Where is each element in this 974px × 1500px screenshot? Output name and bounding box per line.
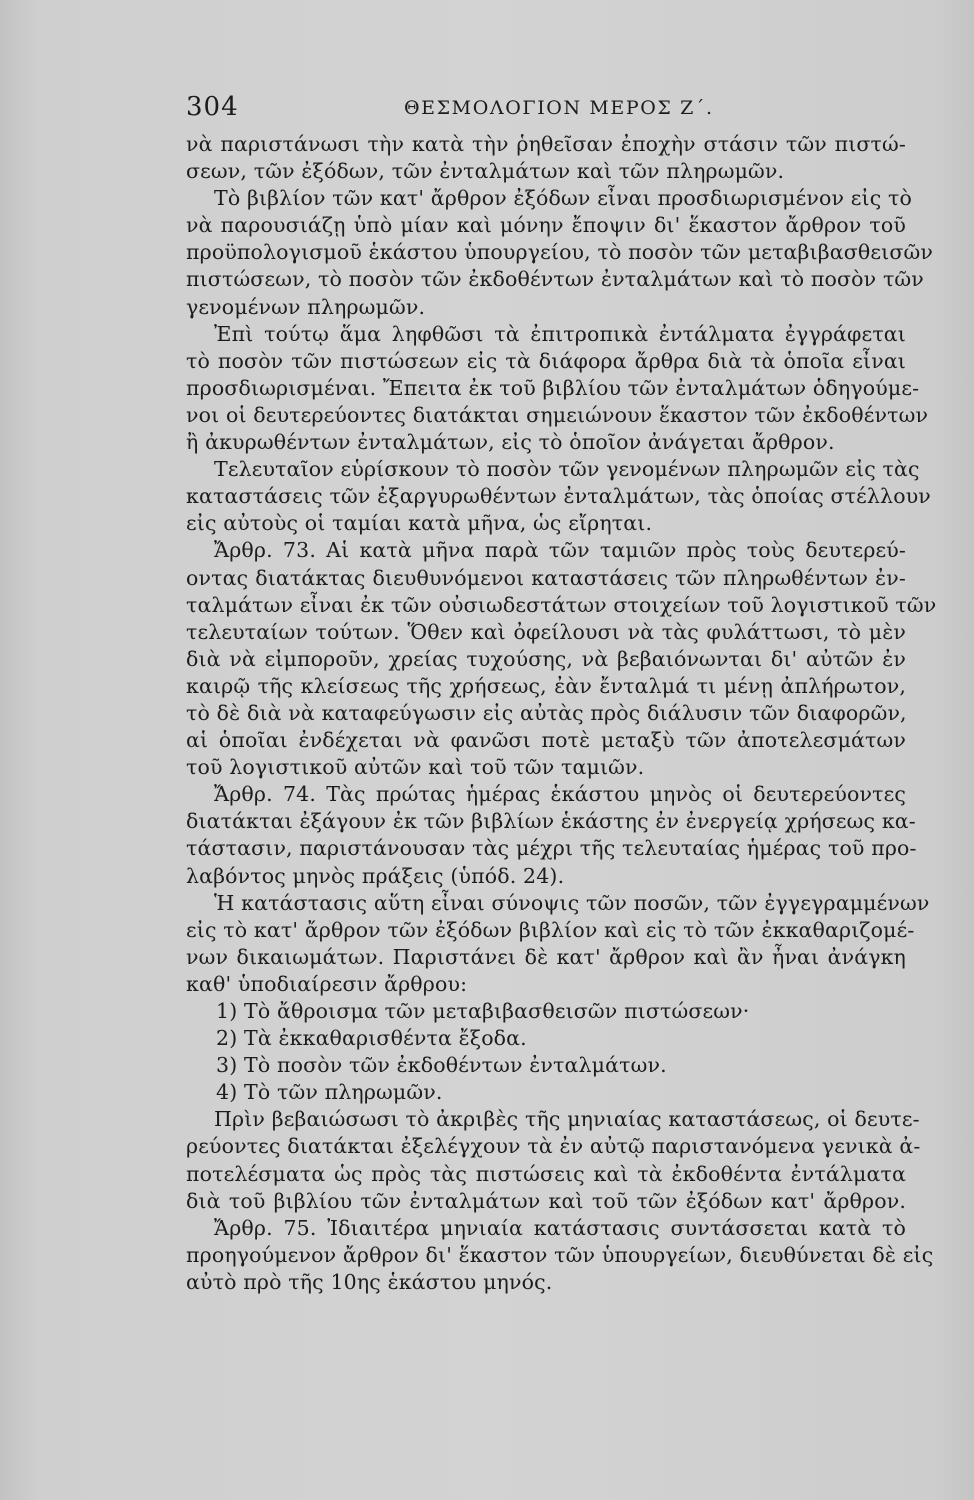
text-line: Ἐπὶ τούτῳ ἅμα ληφθῶσι τὰ ἐπιτροπικὰ ἐντάλματα ἐγγράφεται [214,321,906,346]
text-line: πιστώσεων, τὸ ποσὸν τῶν ἐκδοθέντων ἐνταλμάτων καὶ τὸ ποσὸν τῶν [186,267,924,292]
page-number: 304 [186,92,239,122]
text-line: ταλμάτων εἶναι ἐκ τῶν οὐσιωδεστάτων στοιχείων τοῦ λογιστικοῦ τῶν [186,592,937,617]
body-text [186,131,937,1296]
list-item: 1) Τὸ ἄθροισμα τῶν μεταβιβασθεισῶν πιστώσεων· [216,999,750,1023]
text-line: Τὸ βιβλίον τῶν κατ' ἄρθρον ἐξόδων εἶναι προσδιωρισμένον εἰς τὸ [214,186,913,211]
text-line: διὰ τοῦ βιβλίου τῶν ἐνταλμάτων καὶ τοῦ τῶν ἐξόδων κατ' ἄρθρον. [186,1188,906,1213]
text-line: σεων, τῶν ἐξόδων, τῶν ἐνταλμάτων καὶ τῶν πληρωμῶν. [186,159,785,184]
text-line: εἰς τὸ κατ' ἄρθρον τῶν ἐξόδων βιβλίον καὶ εἰς τὸ τῶν ἐκκαθαριζομέ- [186,917,915,942]
text-line: καθ' ὑποδιαίρεσιν ἄρθρου: [186,971,468,996]
text-line: τοῦ λογιστικοῦ αὐτῶν καὶ τοῦ τῶν ταμιῶν. [186,755,645,780]
text-line: Τελευταῖον εὑρίσκουν τὸ ποσὸν τῶν γενομένων πληρωμῶν εἰς τὰς [214,457,920,482]
text-line: ποτελέσματα ὡς πρὸς τὰς πιστώσεις καὶ τὰ ἐκδοθέντα ἐντάλματα [186,1161,906,1186]
text-line: αἱ ὁποῖαι ἐνδέχεται νὰ φανῶσι ποτὲ μεταξὺ τῶν ἀποτελεσμάτων [186,728,906,753]
text-line: Ἄρθρ. 74. Τὰς πρώτας ἡμέρας ἑκάστου μηνὸς οἱ δευτερεύοντες [214,782,906,807]
page-header [186,92,906,126]
running-head: ΘΕΣΜΟΛΟΓΙΟΝ ΜΕΡΟΣ Ζ΄. [404,97,714,119]
text-line: διὰ νὰ εἰμποροῦν, χρείας τυχούσης, νὰ βεβαιόνωνται δι' αὐτῶν ἐν [186,646,906,671]
text-line: Ἄρθρ. 73. Αἱ κατὰ μῆνα παρὰ τῶν ταμιῶν πρὸς τοὺς δευτερεύ- [214,538,906,563]
text-line: γενομένων πληρωμῶν. [186,294,426,319]
text-line: προηγούμενον ἄρθρον δι' ἕκαστον τῶν ὑπουργείων, διευθύνεται δὲ εἰς [186,1242,934,1267]
text-line: εἰς αὐτοὺς οἱ ταμίαι κατὰ μῆνα, ὡς εἴρηται. [186,511,653,536]
text-line: ρεύοντες διατάκται ἐξελέγχουν τὰ ἐν αὐτῷ παριστανόμενα γενικὰ ἀ- [186,1134,921,1159]
text-line: Πρὶν βεβαιώσωσι τὸ ἀκριβὲς τῆς μηνιαίας καταστάσεως, οἱ δευτε- [214,1107,920,1132]
list-item: 3) Τὸ ποσὸν τῶν ἐκδοθέντων ἐνταλμάτων. [216,1053,667,1078]
text-line: νὰ παριστάνωσι τὴν κατὰ τὴν ῥηθεῖσαν ἐποχὴν στάσιν τῶν πιστώ- [186,132,906,156]
text-line: τὸ δὲ διὰ νὰ καταφεύγωσιν εἰς αὐτὰς πρὸς διάλυσιν τῶν διαφορῶν, [186,700,907,725]
text-line: προσδιωρισμέναι. Ἔπειτα ἐκ τοῦ βιβλίου τῶν ἐνταλμάτων ὁδηγούμε- [186,375,920,400]
text-line: τὸ ποσὸν τῶν πιστώσεων εἰς τὰ διάφορα ἄρθρα διὰ τὰ ὁποῖα εἶναι [186,348,906,373]
text-line: λαβόντος μηνὸς πράξεις (ὑπόδ. 24). [186,863,565,888]
text-line: καταστάσεις τῶν ἐξαργυρωθέντων ἐνταλμάτων, τὰς ὁποίας στέλλουν [186,484,931,509]
list-item: 2) Τὰ ἐκκαθαρισθέντα ἔξοδα. [216,1026,527,1051]
text-line: προϋπολογισμοῦ ἑκάστου ὑπουργείου, τὸ ποσὸν τῶν μεταβιβασθεισῶν [186,240,933,265]
text-line: διατάκται ἐξάγουν ἐκ τῶν βιβλίων ἑκάστης ἐν ἐνεργείᾳ χρήσεως κα- [186,809,916,834]
text-line: Ἄρθρ. 75. Ἰδιαιτέρα μηνιαία κατάστασις συντάσσεται κατὰ τὸ [214,1215,906,1240]
text-line: τελευταίων τούτων. Ὅθεν καὶ ὀφείλουσι νὰ τὰς φυλάττωσι, τὸ μὲν [186,619,906,644]
text-line: Ἡ κατάστασις αὕτη εἶναι σύνοψις τῶν ποσῶν, τῶν ἐγγεγραμμένων [214,890,930,915]
text-line: αὐτὸ πρὸ τῆς 10ης ἑκάστου μηνός. [186,1269,553,1294]
text-line: νων δικαιωμάτων. Παριστάνει δὲ κατ' ἄρθρον καὶ ἂν ἦναι ἀνάγκη [186,944,906,969]
text-line: ἢ ἀκυρωθέντων ἐνταλμάτων, εἰς τὸ ὁποῖον ἀνάγεται ἄρθρον. [186,430,835,455]
text-line: τάστασιν, παριστάνουσαν τὰς μέχρι τῆς τελευταίας ἡμέρας τοῦ προ- [186,836,917,861]
text-line: νοι οἱ δευτερεύοντες διατάκται σημειώνουν ἕκαστον τῶν ἐκδοθέντων [186,402,929,427]
text-line: οντας διατάκτας διευθυνόμενοι καταστάσεις τῶν πληρωθέντων ἐν- [186,565,906,590]
list-item: 4) Τὸ τῶν πληρωμῶν. [216,1080,443,1105]
text-line: νὰ παρουσιάζῃ ὑπὸ μίαν καὶ μόνην ἔποψιν δι' ἕκαστον ἄρθρον τοῦ [186,213,906,238]
text-line: καιρῷ τῆς κλείσεως τῆς χρήσεως, ἐὰν ἔνταλμά τι μένῃ ἀπλήρωτον, [186,673,906,698]
